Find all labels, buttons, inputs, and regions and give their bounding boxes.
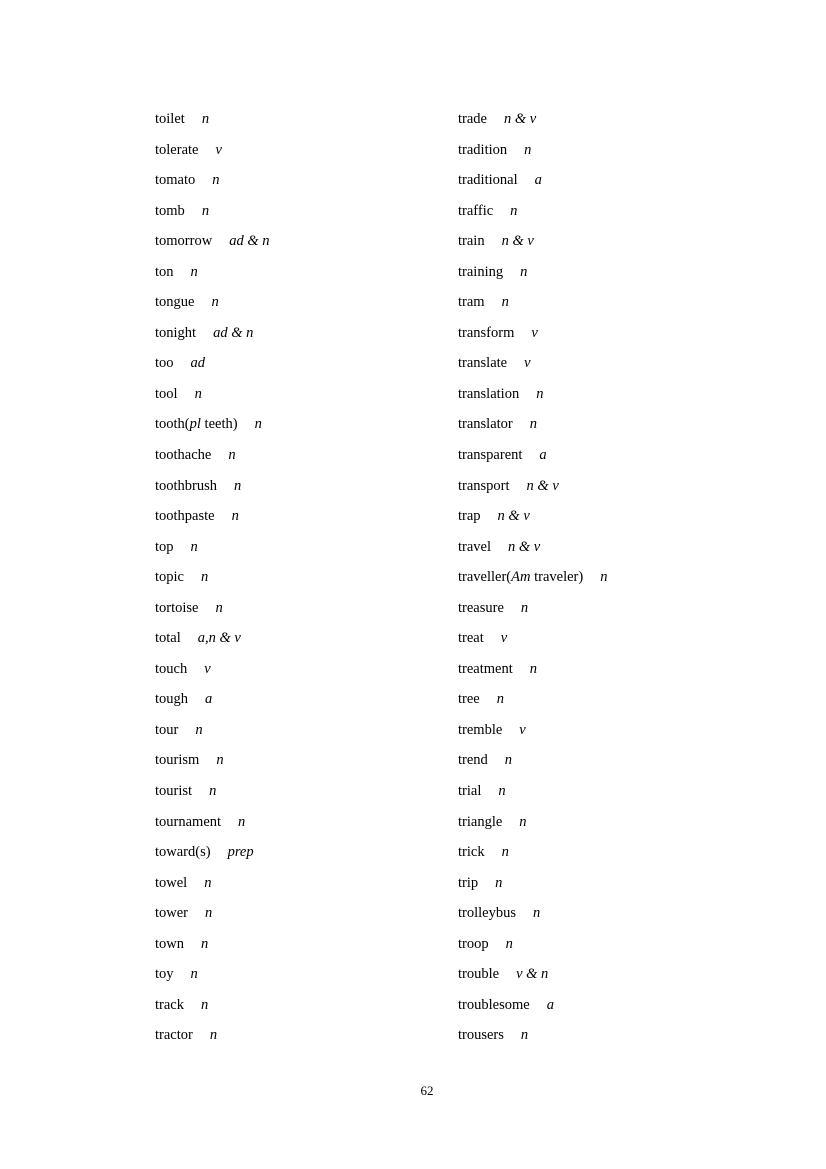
part-of-speech: n & v <box>501 233 534 250</box>
word-text: trial <box>458 783 482 800</box>
word-text: tournament <box>155 813 222 830</box>
word-entry <box>458 745 607 776</box>
word-text: tonight <box>155 324 197 341</box>
part-of-speech: n <box>212 172 220 189</box>
word-text: tourist <box>155 783 193 800</box>
word-entry <box>155 837 269 868</box>
word-text: triangle <box>458 813 503 830</box>
word-entry <box>458 257 607 288</box>
part-of-speech: n <box>201 202 210 219</box>
word-text: tough <box>155 691 189 708</box>
word-entry <box>458 837 607 868</box>
part-of-speech: n <box>190 966 198 983</box>
part-of-speech: a <box>539 447 547 464</box>
word-text: trip <box>458 874 479 891</box>
word-text: tongue <box>155 294 195 311</box>
word-entry <box>155 501 269 532</box>
word-entry <box>458 654 607 685</box>
word-entry <box>155 287 269 318</box>
part-of-speech: n <box>520 599 529 616</box>
word-text: toy <box>155 966 174 983</box>
word-text: toilet <box>155 111 185 127</box>
word-entry <box>155 165 269 196</box>
part-of-speech: n <box>190 538 198 555</box>
word-entry <box>155 104 269 135</box>
word-entry <box>458 287 607 318</box>
part-of-speech: n <box>529 660 538 677</box>
word-entry <box>155 379 269 410</box>
part-of-speech: n <box>254 416 262 433</box>
word-text: traffic <box>458 202 494 219</box>
word-entry <box>155 562 269 593</box>
word-text: toothache <box>155 447 212 464</box>
word-italic-segment: pl <box>189 416 201 433</box>
word-entry <box>458 1020 607 1051</box>
part-of-speech: n <box>194 385 202 402</box>
word-entry <box>155 654 269 685</box>
word-list-left-column <box>155 104 269 1051</box>
word-entry <box>155 196 269 227</box>
part-of-speech: ad <box>190 355 206 372</box>
part-of-speech: n <box>195 721 203 738</box>
part-of-speech: n <box>238 813 246 830</box>
word-text: top <box>155 538 174 555</box>
word-text: tolerate <box>155 141 199 158</box>
word-text: tomato <box>155 172 196 189</box>
word-text: tooth(pl teeth) <box>155 416 238 433</box>
part-of-speech: n <box>600 569 608 586</box>
word-text: trolleybus <box>458 905 516 922</box>
word-text: transparent <box>458 447 523 464</box>
word-text: tomorrow <box>155 233 213 250</box>
part-of-speech: n <box>496 691 504 708</box>
word-entry <box>458 379 607 410</box>
word-text: trousers <box>458 1027 504 1044</box>
part-of-speech: n <box>520 1027 529 1044</box>
word-text: translate <box>458 355 508 372</box>
word-entry <box>155 593 269 624</box>
part-of-speech: n <box>201 935 209 952</box>
word-entry <box>458 348 607 379</box>
part-of-speech: n <box>209 783 217 800</box>
part-of-speech: n <box>498 783 506 800</box>
word-entry <box>458 532 607 563</box>
part-of-speech: a,n & v <box>197 630 241 647</box>
word-text: training <box>458 263 504 280</box>
word-entry <box>155 409 269 440</box>
word-text: trick <box>458 844 485 861</box>
page-number: 62 <box>420 1083 434 1098</box>
word-text: train <box>458 233 485 250</box>
part-of-speech: v <box>500 630 508 647</box>
word-entry <box>458 898 607 929</box>
part-of-speech: n & v <box>497 508 530 525</box>
word-text: town <box>155 935 184 952</box>
word-text: too <box>155 355 174 372</box>
word-entry <box>458 623 607 654</box>
word-text: trade <box>458 111 487 127</box>
word-entry <box>458 501 607 532</box>
word-entry <box>458 807 607 838</box>
part-of-speech: n <box>215 599 223 616</box>
word-entry <box>458 409 607 440</box>
part-of-speech: n <box>201 569 209 586</box>
word-text: traveller(Am traveler) <box>458 569 584 586</box>
word-list-right-column <box>458 104 607 1051</box>
part-of-speech: n <box>205 905 213 922</box>
part-of-speech: v <box>531 324 538 341</box>
word-entry <box>458 868 607 899</box>
part-of-speech: n <box>520 263 528 280</box>
part-of-speech: n <box>211 294 219 311</box>
word-text: transform <box>458 324 515 341</box>
word-entry <box>155 990 269 1021</box>
word-entry <box>155 959 269 990</box>
part-of-speech: v <box>215 141 222 158</box>
part-of-speech: prep <box>227 844 254 861</box>
word-text: tractor <box>155 1027 193 1044</box>
part-of-speech: v <box>519 721 526 738</box>
part-of-speech: a <box>534 172 542 189</box>
word-text: tradition <box>458 141 508 158</box>
word-text: towel <box>155 874 188 891</box>
part-of-speech: v <box>524 355 531 372</box>
word-text: treatment <box>458 660 513 677</box>
word-entry <box>155 898 269 929</box>
word-entry <box>155 868 269 899</box>
word-entry <box>155 807 269 838</box>
part-of-speech: n <box>519 813 527 830</box>
word-entry <box>155 471 269 502</box>
word-entry <box>458 715 607 746</box>
word-entry <box>155 623 269 654</box>
word-text: ton <box>155 263 174 280</box>
part-of-speech: n <box>201 111 210 127</box>
part-of-speech: n <box>501 844 509 861</box>
word-text: toothpaste <box>155 508 215 525</box>
part-of-speech: n <box>504 752 513 769</box>
word-entry <box>155 1020 269 1051</box>
word-text: trap <box>458 508 481 525</box>
word-text: troop <box>458 935 489 952</box>
word-entry <box>458 929 607 960</box>
word-text: total <box>155 630 181 647</box>
word-text: translation <box>458 385 520 402</box>
part-of-speech: n <box>234 477 242 494</box>
part-of-speech: a <box>205 691 213 708</box>
word-text: traditional <box>458 172 518 189</box>
word-entry <box>155 440 269 471</box>
word-entry <box>458 593 607 624</box>
word-entry <box>458 226 607 257</box>
word-text: transport <box>458 477 510 494</box>
word-text: travel <box>458 538 492 555</box>
word-text: tour <box>155 721 179 738</box>
part-of-speech: ad & n <box>229 233 270 250</box>
word-entry <box>155 318 269 349</box>
part-of-speech: n <box>510 202 518 219</box>
part-of-speech: n <box>190 263 198 280</box>
word-text: tourism <box>155 752 200 769</box>
word-text: topic <box>155 569 184 586</box>
word-entry <box>155 226 269 257</box>
part-of-speech: a <box>546 996 554 1013</box>
word-text: troublesome <box>458 996 530 1013</box>
word-entry <box>458 684 607 715</box>
part-of-speech: n <box>529 416 538 433</box>
part-of-speech: n <box>200 996 209 1013</box>
word-text: translator <box>458 416 513 433</box>
part-of-speech: n <box>501 294 509 311</box>
word-entry <box>458 562 607 593</box>
word-text: tomb <box>155 202 185 219</box>
word-entry <box>458 165 607 196</box>
word-entry <box>458 104 607 135</box>
word-entry <box>155 684 269 715</box>
word-text: treat <box>458 630 484 647</box>
word-entry <box>458 990 607 1021</box>
word-italic-segment: Am <box>511 569 531 586</box>
word-entry <box>155 135 269 166</box>
word-text: tree <box>458 691 480 708</box>
word-text: trend <box>458 752 488 769</box>
word-entry <box>155 715 269 746</box>
part-of-speech: n <box>216 752 224 769</box>
word-text: toothbrush <box>155 477 218 494</box>
part-of-speech: n & v <box>503 111 537 127</box>
part-of-speech: ad & n <box>213 324 254 341</box>
word-text: trouble <box>458 966 500 983</box>
word-text: tool <box>155 385 178 402</box>
part-of-speech: n <box>536 385 544 402</box>
word-text: touch <box>155 660 188 677</box>
word-entry <box>155 776 269 807</box>
word-entry <box>458 196 607 227</box>
part-of-speech: n <box>524 141 532 158</box>
part-of-speech: n <box>228 447 236 464</box>
word-entry <box>458 776 607 807</box>
part-of-speech: v <box>204 660 211 677</box>
word-entry <box>458 959 607 990</box>
part-of-speech: n <box>231 508 239 525</box>
word-entry <box>155 929 269 960</box>
word-text: toward(s) <box>155 844 211 861</box>
part-of-speech: n <box>495 874 503 891</box>
word-entry <box>155 745 269 776</box>
word-entry <box>458 135 607 166</box>
word-entry <box>458 440 607 471</box>
word-entry <box>155 532 269 563</box>
word-entry <box>155 348 269 379</box>
word-entry <box>458 471 607 502</box>
word-text: tremble <box>458 721 503 738</box>
word-text: track <box>155 996 184 1013</box>
part-of-speech: v & n <box>516 966 549 983</box>
word-entry <box>458 318 607 349</box>
part-of-speech: n <box>204 874 212 891</box>
part-of-speech: n <box>505 935 513 952</box>
part-of-speech: n & v <box>508 538 541 555</box>
word-text: treasure <box>458 599 504 616</box>
part-of-speech: n & v <box>526 477 559 494</box>
part-of-speech: n <box>533 905 541 922</box>
word-text: tortoise <box>155 599 199 616</box>
part-of-speech: n <box>209 1027 218 1044</box>
word-entry <box>155 257 269 288</box>
word-text: tram <box>458 294 485 311</box>
word-text: tower <box>155 905 189 922</box>
